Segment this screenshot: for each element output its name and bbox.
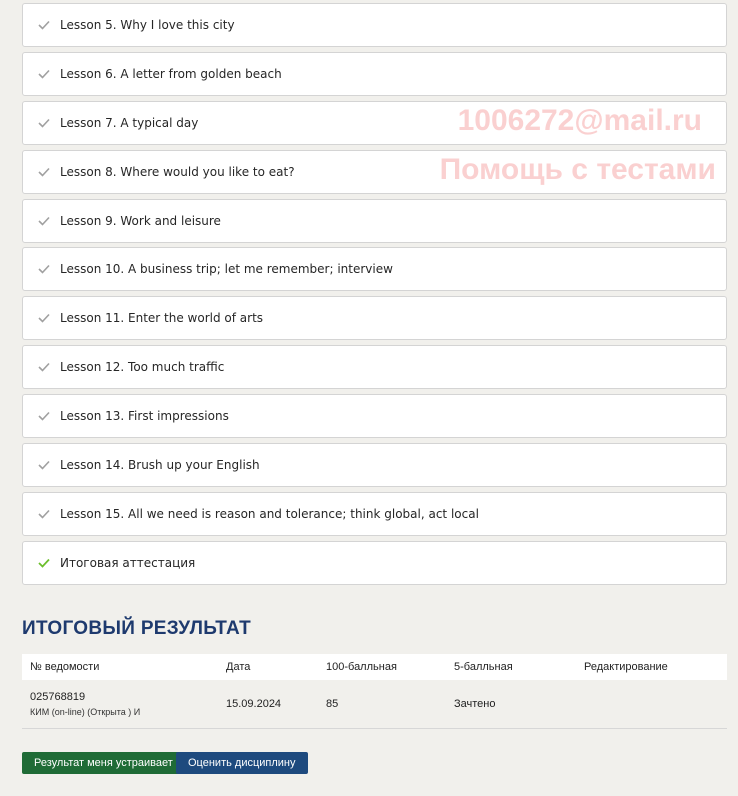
lesson-label: Lesson 15. All we need is reason and tolerance; think global, act local	[60, 506, 479, 521]
cell-sheet	[22, 680, 218, 728]
checkmark-icon	[38, 263, 50, 275]
lesson-item-10[interactable]	[22, 247, 727, 291]
checkmark-icon	[38, 557, 50, 569]
lesson-label: Lesson 11. Enter the world of arts	[60, 311, 264, 326]
checkmark-icon	[38, 166, 50, 178]
sheet-description: КИМ (on-line) (Открыта ) И	[30, 706, 141, 717]
lesson-item-7[interactable]	[22, 101, 727, 145]
column-sheet-number: № ведомости	[30, 661, 100, 673]
checkmark-icon	[38, 361, 50, 373]
lesson-item-11[interactable]	[22, 296, 727, 340]
lesson-item-6[interactable]	[22, 52, 727, 96]
checkmark-icon	[38, 117, 50, 129]
lesson-item-final-attestation[interactable]	[22, 541, 727, 585]
lesson-item-9[interactable]	[22, 199, 727, 243]
checkmark-icon	[38, 215, 50, 227]
result-title: ИТОГОВЫЙ РЕЗУЛЬТАТ	[22, 618, 252, 639]
column-edit: Редактирование	[584, 661, 668, 673]
lesson-label: Lesson 13. First impressions	[60, 409, 229, 424]
lesson-label: Lesson 7. A typical day	[60, 115, 199, 130]
column-date: Дата	[226, 661, 251, 673]
cell-edit	[576, 680, 727, 728]
lesson-item-5[interactable]	[22, 3, 727, 47]
lesson-item-13[interactable]	[22, 394, 727, 438]
lesson-label: Lesson 14. Brush up your English	[60, 458, 260, 473]
column-score-5: 5-балльная	[454, 661, 513, 673]
lesson-label: Lesson 10. A business trip; let me remember; interview	[60, 262, 393, 277]
checkmark-icon	[38, 459, 50, 471]
result-table	[22, 654, 727, 729]
lesson-item-12[interactable]	[22, 345, 727, 389]
cell-date: 15.09.2024	[226, 697, 282, 710]
lesson-label: Lesson 5. Why I love this city	[60, 18, 235, 32]
checkmark-icon	[38, 508, 50, 520]
table-row	[22, 680, 727, 728]
lesson-label: Lesson 6. A letter from golden beach	[60, 66, 282, 81]
lesson-item-8[interactable]	[22, 150, 727, 194]
sheet-number: 025768819	[30, 690, 86, 703]
checkmark-icon	[38, 68, 50, 80]
checkmark-icon	[38, 19, 50, 31]
checkmark-icon	[38, 410, 50, 422]
column-score-100: 100-балльная	[326, 661, 397, 673]
lesson-item-14[interactable]	[22, 443, 727, 487]
checkmark-icon	[38, 312, 50, 324]
lesson-label: Lesson 12. Too much traffic	[60, 360, 225, 375]
accept-result-button[interactable]: Результат меня устраивает	[22, 752, 185, 774]
lesson-label: Lesson 9. Work and leisure	[60, 213, 221, 228]
watermark-email: 1006272@mail.ru	[457, 104, 702, 137]
cell-score-5: Зачтено	[454, 697, 496, 710]
lesson-label: Итоговая аттестация	[60, 555, 196, 570]
lesson-list	[22, 3, 727, 590]
result-table-header	[22, 654, 727, 680]
lesson-item-15[interactable]	[22, 492, 727, 536]
lesson-label: Lesson 8. Where would you like to eat?	[60, 164, 295, 179]
cell-score-100: 85	[326, 697, 339, 710]
watermark-help-text: Помощь с тестами	[439, 153, 716, 186]
rate-discipline-button[interactable]: Оценить дисциплину	[176, 752, 308, 774]
